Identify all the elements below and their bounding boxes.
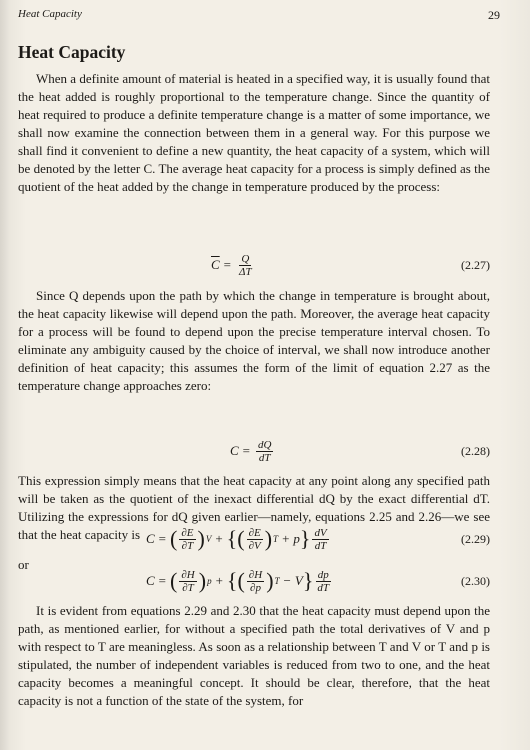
fraction — [247, 569, 264, 594]
numerator: dp — [317, 568, 329, 581]
numerator: dV — [314, 526, 327, 539]
equals-sign: = — [158, 531, 167, 546]
denominator: ∂p — [250, 581, 261, 594]
equation-2-30-formula — [146, 566, 333, 596]
denominator: ∂T — [181, 539, 194, 552]
numerator: ∂H — [248, 568, 263, 581]
running-head: Heat Capacity — [18, 8, 82, 20]
page-number: 29 — [488, 8, 500, 22]
subscript: p — [207, 576, 212, 586]
fraction — [256, 439, 273, 464]
variable: p — [293, 531, 300, 546]
fraction — [247, 527, 263, 552]
denominator: ∂V — [248, 539, 261, 552]
equals-sign: = — [242, 443, 251, 458]
brace: { — [226, 526, 238, 551]
sign: − — [283, 573, 291, 588]
equation-number: (2.27) — [461, 258, 490, 272]
denominator: ∂T — [182, 581, 194, 594]
subscript: V — [205, 534, 212, 544]
denominator: ΔT — [239, 265, 252, 278]
equation-2-28 — [18, 436, 490, 466]
eq-lhs: C — [230, 443, 239, 458]
fraction — [312, 527, 328, 552]
or-connector: or — [18, 557, 29, 572]
section-title: Heat Capacity — [18, 42, 126, 62]
eq-lhs: $\overline{C}$ — [211, 257, 220, 272]
sign: + — [282, 531, 290, 546]
eq-lhs: C — [146, 573, 155, 588]
fraction — [237, 253, 254, 278]
eq-lhs: C — [146, 531, 155, 546]
equation-2-28-formula — [230, 436, 275, 466]
fraction — [315, 569, 331, 594]
paren: ( — [237, 568, 245, 593]
page-header — [18, 8, 500, 26]
variable: V — [294, 573, 303, 588]
equation-number: (2.30) — [461, 574, 490, 588]
paren: ) — [264, 526, 273, 551]
paragraph-conclusion: It is evident from equations 2.29 and 2.30 that the heat capacity must depend upon the path, as mentioned earlier, for without a specified path the total derivatives of V and p with respect to T are meaningless. As soon as a relationship between T and V or T and p is stipulated, the number of independent variables is reduced from two to one, and the heat capacity becomes a meaningful concept. It should be clear, therefore, that the heat capacity is not a function of the state of the system, for — [18, 603, 490, 708]
equation-2-27 — [18, 250, 490, 280]
paren: ( — [170, 568, 178, 593]
paragraph-path-dependence: Since Q depends upon the path by which the change in temperature is brought about, the heat capacity likewise will depend upon the path. Moreover, the average heat capacity for a process will be found to depend upon the precise temperature interval chosen. To eliminate any ambiguity caused by the choice of interval, we shall now introduce another definition of heat capacity; this assumes the form of the limit of equation 2.27 as the temperature change approaches zero: — [18, 288, 490, 393]
subscript: T — [273, 534, 279, 544]
plus-sign: + — [215, 531, 223, 546]
paren: ) — [197, 526, 205, 551]
subscript: T — [274, 576, 280, 586]
paren: ) — [266, 568, 274, 593]
numerator: ∂E — [248, 526, 261, 539]
paren: ( — [170, 526, 178, 551]
equation-2-27-formula — [211, 250, 256, 280]
numerator: Q — [241, 252, 250, 265]
equation-number: (2.28) — [461, 444, 490, 458]
brace: { — [226, 568, 238, 593]
paragraph-intro: When a definite amount of material is heated in a specified way, it is usually found that the heat added is roughly proportional to the temperature change. Since the quantity of heat required to produce a definite temperature change is a matter of some importance, we shall now examine the connection between them in a general way. For this purpose we shall find it convenient to define a new quantity, the heat capacity of a system, which will be denoted by the letter C. The average heat capacity for a process is simply defined as the quotient of the heat added by the change in temperature produced by the process: — [18, 71, 490, 194]
paren: ) — [198, 568, 207, 593]
equation-number: (2.29) — [461, 532, 490, 546]
fraction — [179, 569, 196, 594]
equation-2-29-formula — [146, 524, 331, 554]
numerator: ∂E — [181, 526, 194, 539]
equation-2-29 — [18, 524, 490, 554]
numerator: ∂H — [181, 568, 195, 581]
plus-sign: + — [215, 573, 223, 588]
numerator: dQ — [258, 438, 272, 451]
equals-sign: = — [223, 257, 232, 272]
fraction — [179, 527, 195, 552]
denominator: dT — [314, 539, 327, 552]
equals-sign: = — [158, 573, 167, 588]
brace: } — [302, 568, 314, 593]
denominator: dT — [317, 581, 330, 594]
paren: ( — [237, 526, 245, 551]
brace: } — [299, 526, 311, 551]
denominator: dT — [258, 451, 271, 464]
paragraph-definition: This expression simply means that the heat capacity at any point along any specified path will be taken as the quotient of the inexact differential dQ by the exact differential dT. Utilizing the expressions for dQ given earlier—namely, equations 2.25 and 2.26—we see that the heat capacity is — [18, 473, 490, 542]
equation-2-30 — [18, 566, 490, 596]
